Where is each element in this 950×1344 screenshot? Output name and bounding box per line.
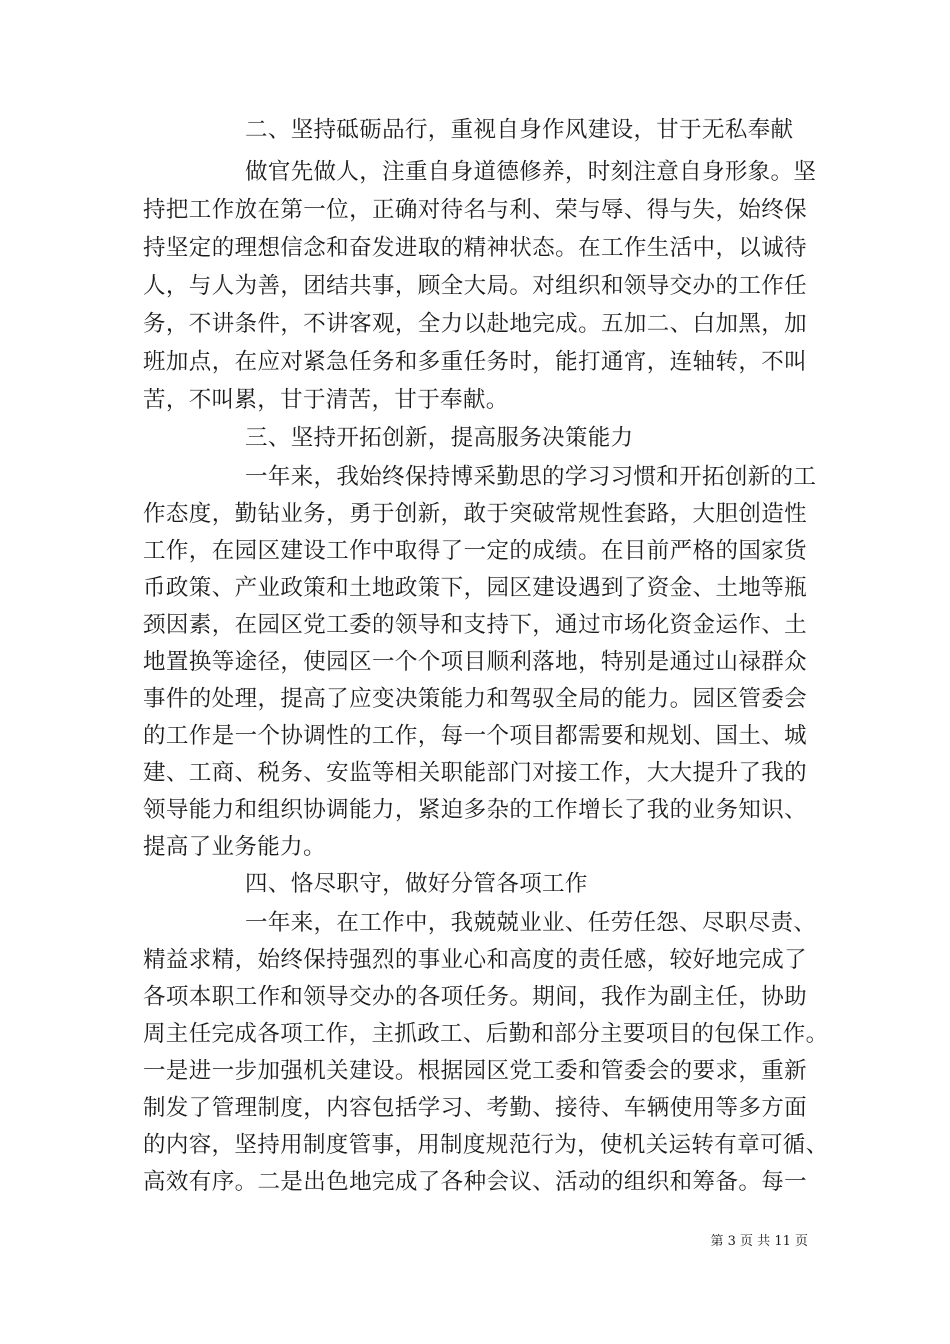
paragraph-line: 的内容，坚持用制度管事，用制度规范行为，使机关运转有章可循、 — [143, 1132, 829, 1158]
paragraph-line: 一是进一步加强机关建设。根据园区党工委和管委会的要求，重新 — [143, 1058, 807, 1084]
paragraph-line: 提高了业务能力。 — [143, 834, 326, 860]
paragraph-line: 高效有序。二是出色地完成了各种会议、活动的组织和筹备。每一 — [143, 1169, 807, 1195]
paragraph-line: 人，与人为善，团结共事，顾全大局。对组织和领导交办的工作任 — [143, 273, 807, 299]
paragraph-line: 建、工商、税务、安监等相关职能部门对接工作，大大提升了我的 — [143, 760, 807, 786]
paragraph-line: 精益求精，始终保持强烈的事业心和高度的责任感，较好地完成了 — [143, 947, 807, 973]
paragraph-line: 务，不讲条件，不讲客观，全力以赴地完成。五加二、白加黑，加 — [143, 311, 807, 337]
paragraph-line: 制发了管理制度，内容包括学习、考勤、接待、车辆使用等多方面 — [143, 1095, 807, 1121]
page-number-footer: 第 3 页 共 11 页 — [710, 1234, 808, 1249]
paragraph-line: 做官先做人，注重自身道德修养，时刻注意自身形象。坚 — [245, 159, 817, 185]
paragraph-line: 持坚定的理想信念和奋发进取的精神状态。在工作生活中，以诚待 — [143, 235, 807, 261]
heading-section-3: 三、坚持开拓创新，提高服务决策能力 — [245, 425, 634, 451]
paragraph-line: 一年来，在工作中，我兢兢业业、任劳任怨、尽职尽责、 — [245, 910, 817, 936]
paragraph-line: 颈因素，在园区党工委的领导和支持下，通过市场化资金运作、土 — [143, 612, 807, 638]
paragraph-line: 周主任完成各项工作，主抓政工、后勤和部分主要项目的包保工作。 — [143, 1021, 829, 1047]
paragraph-line: 领导能力和组织协调能力，紧迫多杂的工作增长了我的业务知识、 — [143, 797, 807, 823]
paragraph-line: 一年来，我始终保持博采勤思的学习习惯和开拓创新的工 — [245, 464, 817, 490]
paragraph-line: 班加点，在应对紧急任务和多重任务时，能打通宵，连轴转，不叫 — [143, 349, 807, 375]
heading-section-4: 四、恪尽职守，做好分管各项工作 — [245, 871, 588, 897]
paragraph-line: 事件的处理，提高了应变决策能力和驾驭全局的能力。园区管委会 — [143, 686, 807, 712]
paragraph-line: 币政策、产业政策和土地政策下，园区建设遇到了资金、土地等瓶 — [143, 575, 807, 601]
paragraph-line: 的工作是一个协调性的工作，每一个项目都需要和规划、国土、城 — [143, 723, 807, 749]
paragraph-line: 各项本职工作和领导交办的各项任务。期间，我作为副主任，协助 — [143, 984, 807, 1010]
heading-section-2: 二、坚持砥砺品行，重视自身作风建设，甘于无私奉献 — [245, 117, 794, 143]
paragraph-line: 苦，不叫累，甘于清苦，甘于奉献。 — [143, 387, 509, 413]
paragraph-line: 地置换等途径，使园区一个个项目顺利落地，特别是通过山禄群众 — [143, 649, 807, 675]
paragraph-line: 工作，在园区建设工作中取得了一定的成绩。在目前严格的国家货 — [143, 538, 807, 564]
paragraph-line: 作态度，勤钻业务，勇于创新，敢于突破常规性套路，大胆创造性 — [143, 501, 807, 527]
paragraph-line: 持把工作放在第一位，正确对待名与利、荣与辱、得与失，始终保 — [143, 197, 807, 223]
